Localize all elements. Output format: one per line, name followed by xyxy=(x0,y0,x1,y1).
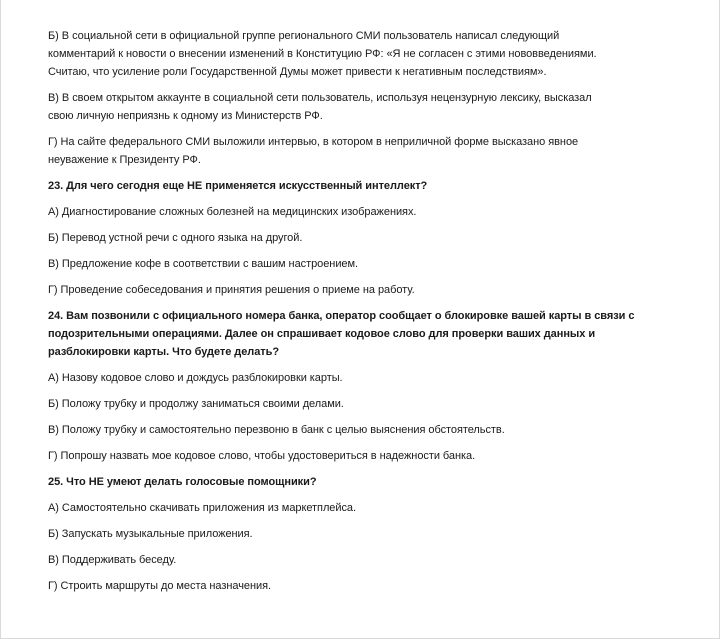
question-text: разблокировки карты. Что будете делать? xyxy=(48,346,280,358)
option-text: Г) Проведение собеседования и принятия решения о приеме на работу. xyxy=(48,284,415,296)
option-g-block1 xyxy=(48,133,678,169)
question-text: подозрительными операциями. Далее он спрашивает кодовое слово для проверки ваших данных и xyxy=(48,328,596,340)
option-text: Б) Перевод устной речи с одного языка на другой. xyxy=(48,232,303,244)
text-line: неуважение к Президенту РФ. xyxy=(48,154,201,166)
document-content xyxy=(48,27,678,603)
text-line: В) В своем открытом аккаунте в социальной сети пользователь, используя нецензурную лексику, высказал xyxy=(48,92,592,104)
q24-option-v xyxy=(48,421,678,439)
q23-option-g xyxy=(48,281,678,299)
option-text: В) Поддерживать беседу. xyxy=(48,554,177,566)
option-text: А) Назову кодовое слово и дождусь разблокировки карты. xyxy=(48,372,343,384)
q23-option-v xyxy=(48,255,678,273)
option-text: Б) Положу трубку и продолжу заниматься своими делами. xyxy=(48,398,344,410)
q25-option-b xyxy=(48,525,678,543)
text-line: Считаю, что усиление роли Государственной Думы может привести к негативным последствиям». xyxy=(48,66,547,78)
question-25 xyxy=(48,473,678,491)
option-b-block1 xyxy=(48,27,678,81)
q24-option-a xyxy=(48,369,678,387)
question-23 xyxy=(48,177,678,195)
q23-option-b xyxy=(48,229,678,247)
option-text: Г) Попрошу назвать мое кодовое слово, чтобы удостовериться в надежности банка. xyxy=(48,450,476,462)
option-text: В) Положу трубку и самостоятельно перезвоню в банк с целью выяснения обстоятельств. xyxy=(48,424,505,436)
text-line: Г) На сайте федерального СМИ выложили интервью, в котором в неприличной форме высказано явное xyxy=(48,136,579,148)
text-line: комментарий к новости о внесении изменений в Конституцию РФ: «Я не согласен с этими нововведениями. xyxy=(48,48,597,60)
text-line: свою личную неприязнь к одному из Министерств РФ. xyxy=(48,110,323,122)
question-24 xyxy=(48,307,678,361)
question-text: 25. Что НЕ умеют делать голосовые помощники? xyxy=(48,476,317,488)
text-line: Б) В социальной сети в официальной группе регионального СМИ пользователь написал следующий xyxy=(48,30,560,42)
question-text: 23. Для чего сегодня еще НЕ применяется искусственный интеллект? xyxy=(48,180,428,192)
q23-option-a xyxy=(48,203,678,221)
q25-option-v xyxy=(48,551,678,569)
q25-option-a xyxy=(48,499,678,517)
option-text: А) Диагностирование сложных болезней на медицинских изображениях. xyxy=(48,206,417,218)
option-text: В) Предложение кофе в соответствии с вашим настроением. xyxy=(48,258,358,270)
question-text: 24. Вам позвонили с официального номера банка, оператор сообщает о блокировке вашей карты в связи с xyxy=(48,310,635,322)
q24-option-b xyxy=(48,395,678,413)
q24-option-g xyxy=(48,447,678,465)
q25-option-g xyxy=(48,577,678,595)
option-v-block1 xyxy=(48,89,678,125)
option-text: Г) Строить маршруты до места назначения. xyxy=(48,580,271,592)
option-text: А) Самостоятельно скачивать приложения из маркетплейса. xyxy=(48,502,356,514)
option-text: Б) Запускать музыкальные приложения. xyxy=(48,528,253,540)
